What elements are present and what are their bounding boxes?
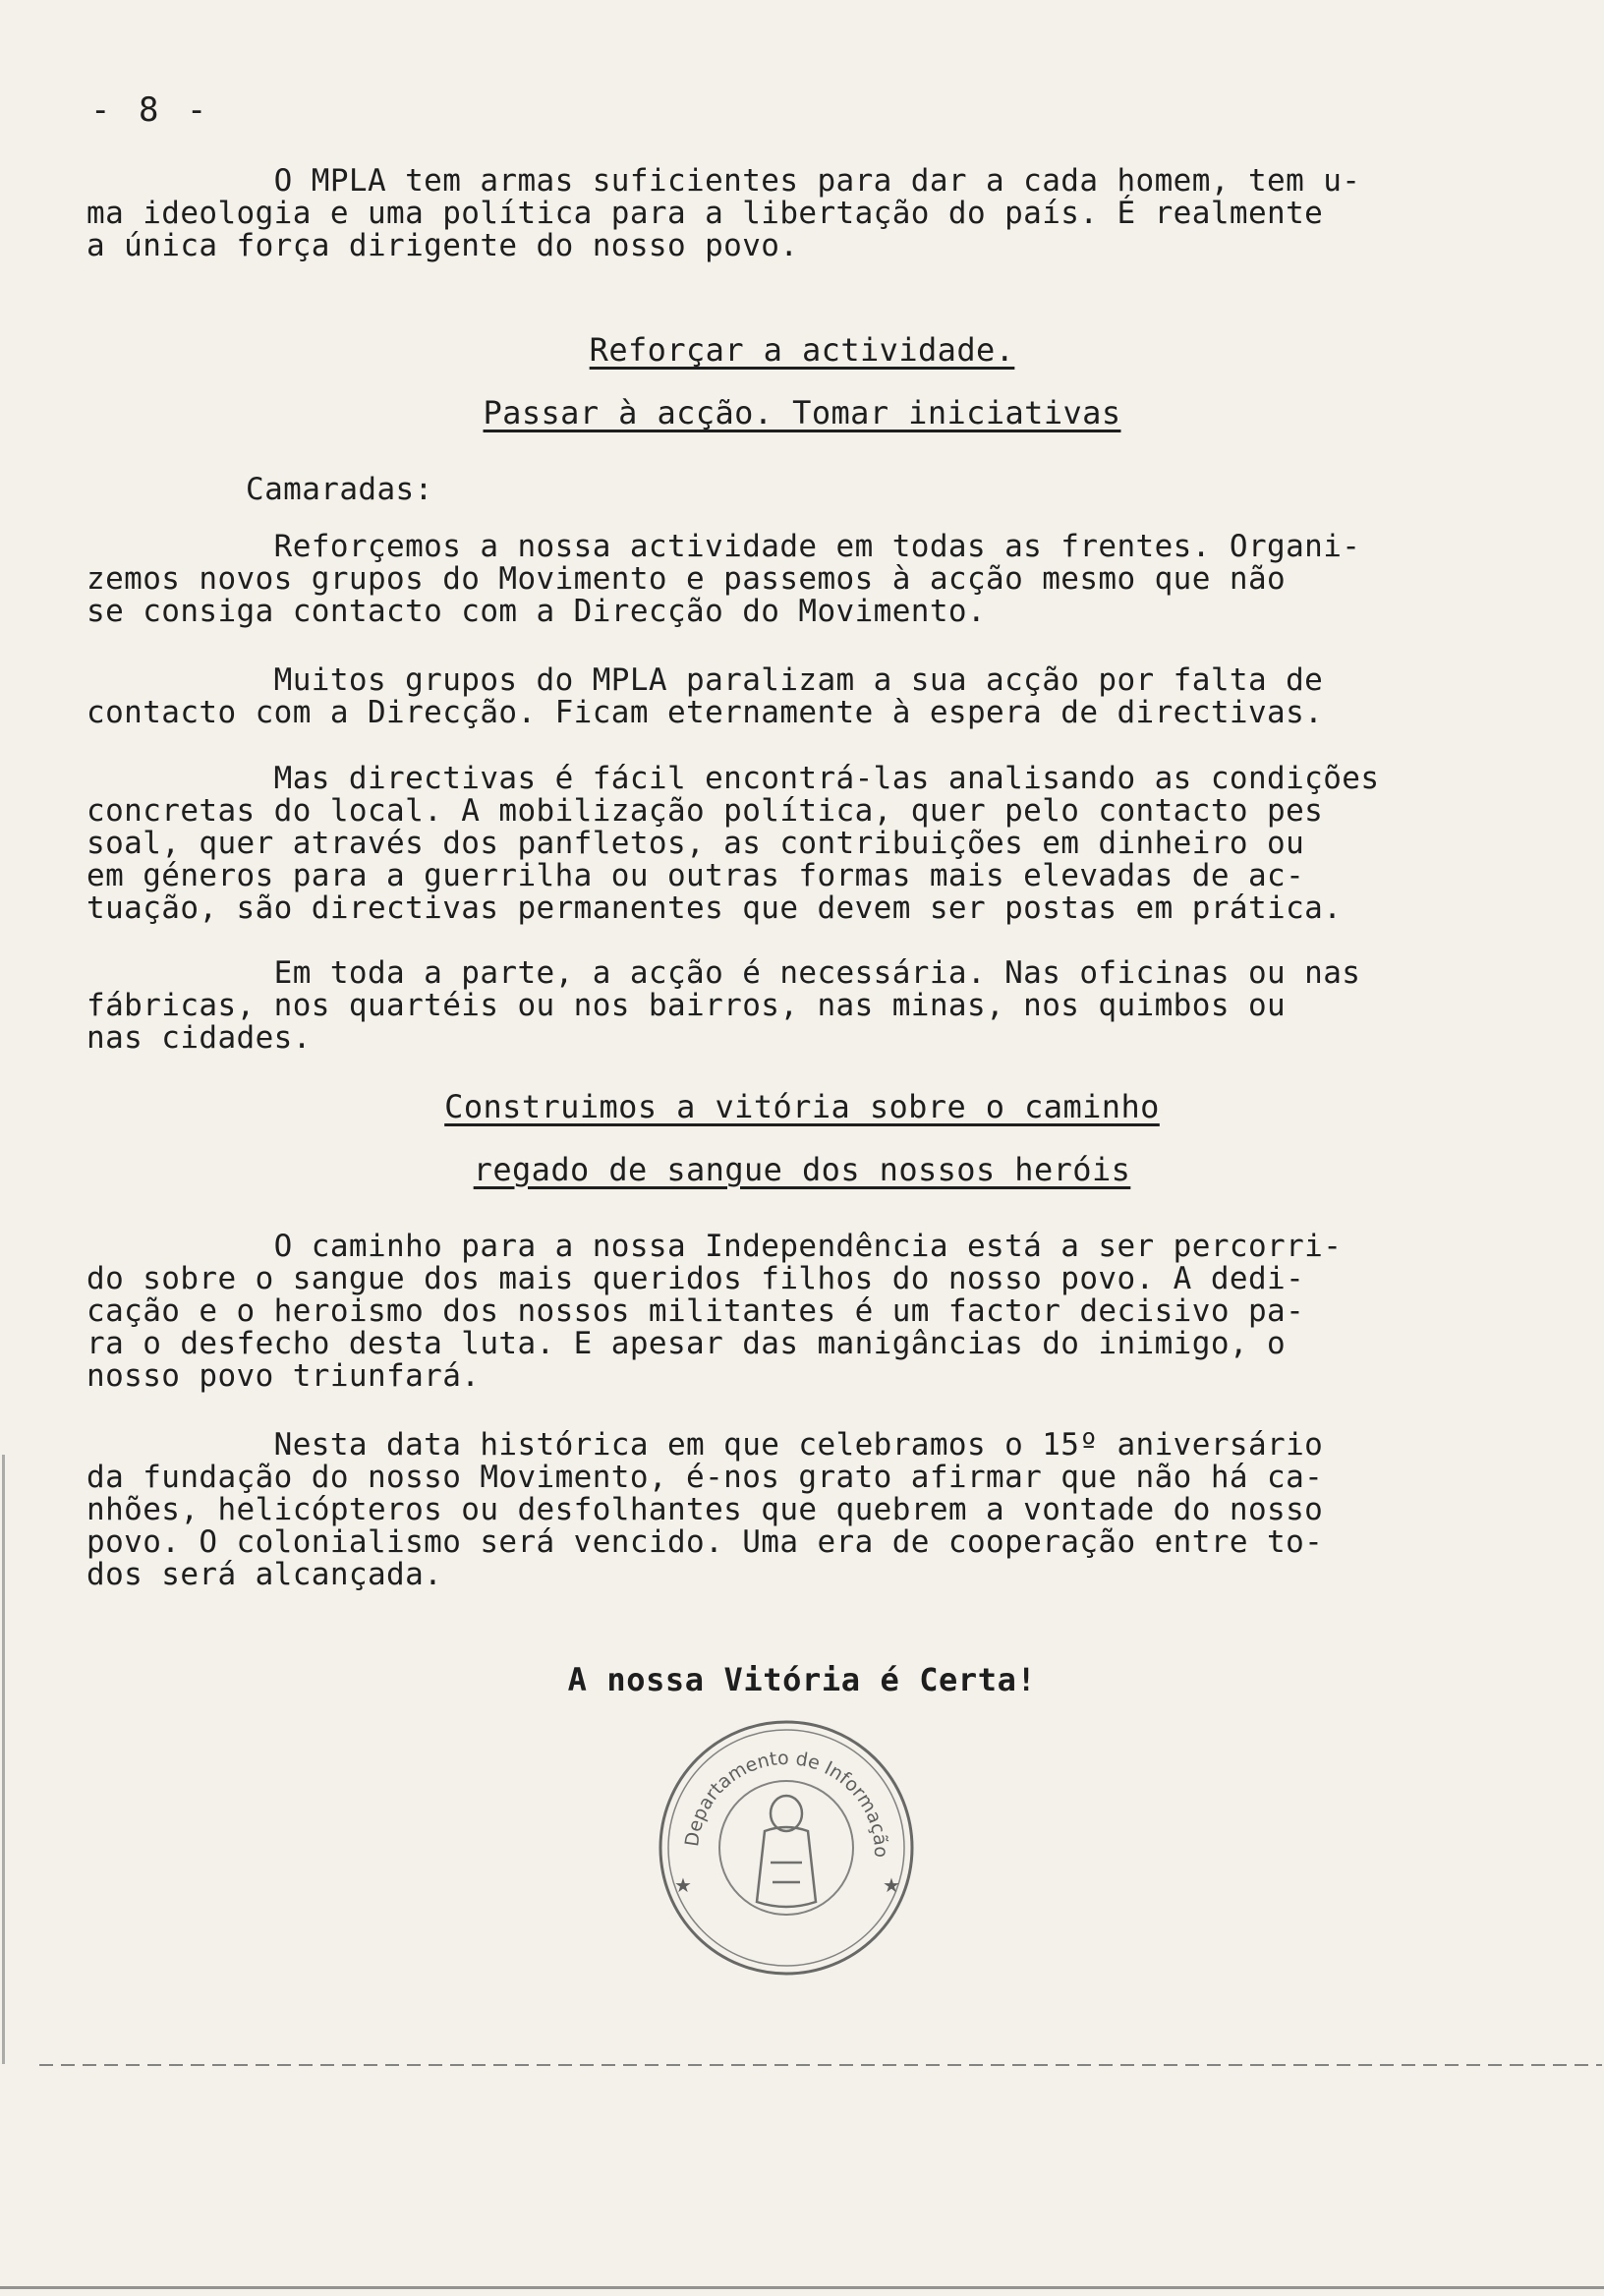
paragraph-mpla-arms: O MPLA tem armas suficientes para dar a cada homem, tem u- ma ideologia e uma política para a libertação do país. É realmente a única força dirigente do nosso povo.: [86, 163, 1361, 263]
paragraph-reforcemos: Reforçemos a nossa actividade em todas as frentes. Organi- zemos novos grupos do Movimento e passemos à acção mesmo que não se consiga contacto com a Direcção do Movimento.: [86, 529, 1361, 629]
paragraph-data-historica: Nesta data histórica em que celebramos o 15º aniversário da fundação do nosso Movimento, é-nos grato afirmar que não há ca- nhões, helicópteros ou desfolhantes que quebrem a vontade do nosso povo. O colonialismo será vencido. Uma era de cooperação entre to- dos será alcançada.: [86, 1427, 1324, 1592]
svg-text:Departamento de Informação: Departamento de Informação: [681, 1747, 892, 1858]
left-page-edge: [2, 1455, 5, 2064]
department-seal-stamp: [649, 1705, 924, 1990]
paragraph-muitos-grupos: Muitos grupos do MPLA paralizam a sua acção por falta de contacto com a Direcção. Ficam eternamente à espera de directivas.: [86, 662, 1324, 730]
paragraph-accao-necessaria: Em toda a parte, a acção é necessária. Nas oficinas ou nas fábricas, nos quartéis ou nos bairros, nas minas, nos quimbos ou nas cidades.: [86, 955, 1361, 1056]
svg-text:★: ★: [674, 1873, 692, 1897]
page-number: - 8 -: [90, 90, 211, 130]
heading-construimos-vitoria: Construimos a vitória sobre o caminho: [444, 1088, 1160, 1125]
bottom-dashed-rule: [39, 2064, 1602, 2066]
heading-passar-accao: Passar à acção. Tomar iniciativas: [483, 394, 1121, 431]
heading-reforcar-actividade: Reforçar a actividade.: [589, 331, 1015, 369]
paragraph-directivas: Mas directivas é fácil encontrá-las analisando as condições concretas do local. A mobilização política, quer pelo contacto pes soal, quer através dos panfletos, as contribuições em dinheiro ou em géneros para a guerrilha ou outras formas mais elevadas de ac- tuação, são directivas permanentes que devem ser postas em prática.: [86, 761, 1380, 926]
closing-slogan: A nossa Vitória é Certa!: [567, 1661, 1037, 1698]
seal-figure-icon: [757, 1796, 816, 1907]
salutation: Camaradas:: [246, 472, 433, 507]
bottom-page-edge: [0, 2286, 1604, 2289]
svg-text:★: ★: [883, 1873, 900, 1897]
paragraph-caminho-independencia: O caminho para a nossa Independência está a ser percorri- do sobre o sangue dos mais queridos filhos do nosso povo. A dedi- cação e o heroismo dos nossos militantes é um factor decisivo pa- ra o desfecho desta luta. E apesar das manigâncias do inimigo, o nosso povo triunfará.: [86, 1229, 1343, 1394]
heading-regado-sangue: regado de sangue dos nossos heróis: [473, 1151, 1131, 1188]
